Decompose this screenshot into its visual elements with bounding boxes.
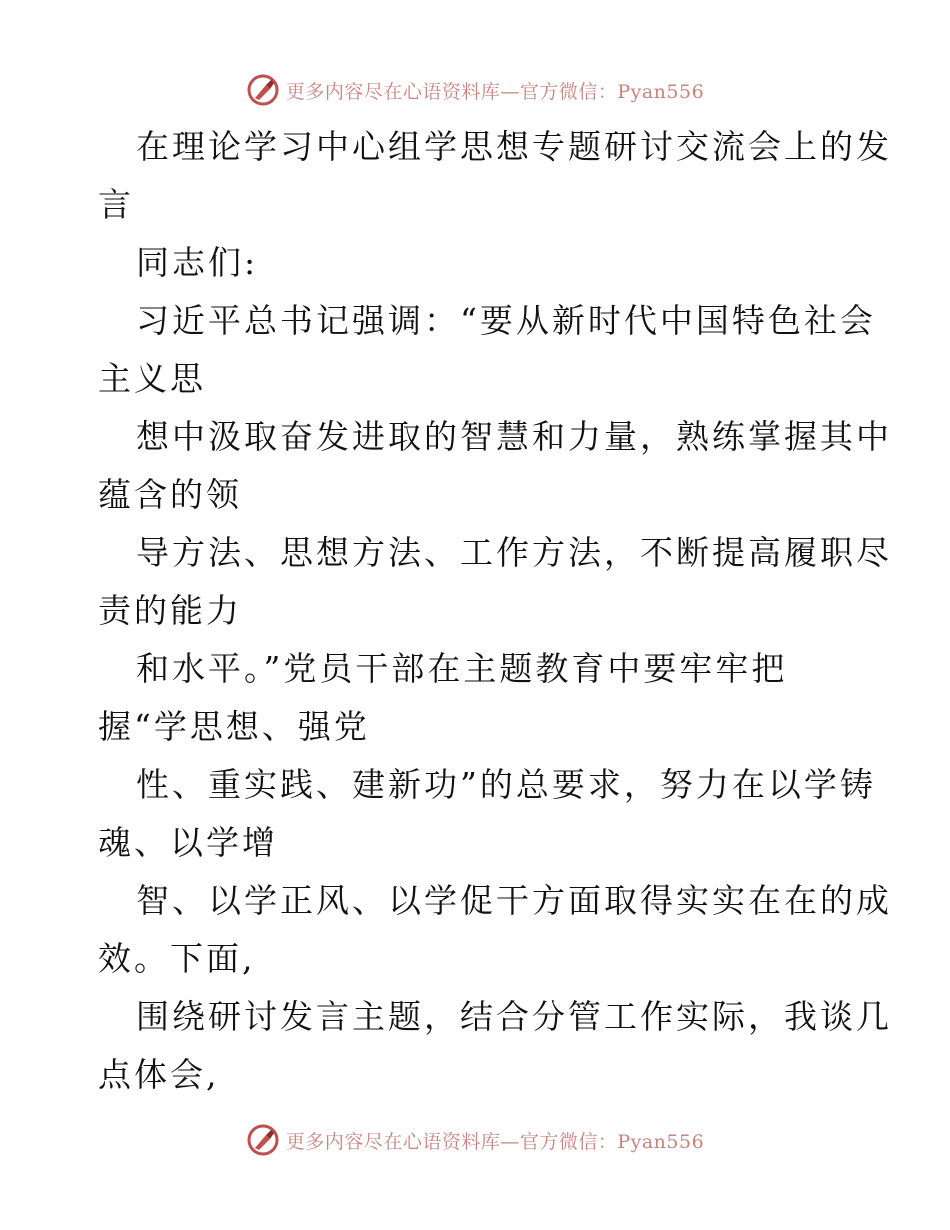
text-line: 效。下面, [98, 939, 256, 978]
text-line: 握“学思想、强党 [98, 707, 370, 746]
watermark-text: 更多内容尽在心语资料库—官方微信：Pyan556 [285, 1130, 705, 1153]
text-line: 导方法、思想方法、工作方法，不断提高履职尽 [136, 533, 892, 572]
text-line: 和水平。”党员干部在主题教育中要牢牢把 [136, 649, 788, 688]
watermark-text: 更多内容尽在心语资料库—官方微信：Pyan556 [285, 80, 705, 103]
text-line: 言 [98, 185, 134, 224]
text-line: 性、重实践、建新功”的总要求，努力在以学铸 [136, 765, 876, 804]
header-watermark [0, 70, 950, 110]
document-body [98, 118, 892, 1104]
text-line: 同志们: [136, 243, 259, 282]
text-line: 习近平总书记强调：“要从新时代中国特色社会 [136, 301, 876, 340]
text-line: 点体会, [98, 1055, 220, 1094]
text-line: 主义思 [98, 359, 206, 398]
text-line: 在理论学习中心组学思想专题研讨交流会上的发 [136, 127, 892, 166]
text-line: 智、以学正风、以学促干方面取得实实在在的成 [136, 881, 892, 920]
text-line: 想中汲取奋发进取的智慧和力量，熟练掌握其中 [136, 417, 892, 456]
text-line: 蕴含的领 [98, 475, 242, 514]
text-line: 魂、以学增 [98, 823, 278, 862]
pen-nib-logo-icon [246, 1123, 280, 1157]
text-line: 责的能力 [98, 591, 242, 630]
pen-nib-logo-icon [246, 73, 280, 107]
text-line: 围绕研讨发言主题，结合分管工作实际，我谈几 [136, 997, 892, 1036]
footer-watermark [0, 1120, 950, 1160]
